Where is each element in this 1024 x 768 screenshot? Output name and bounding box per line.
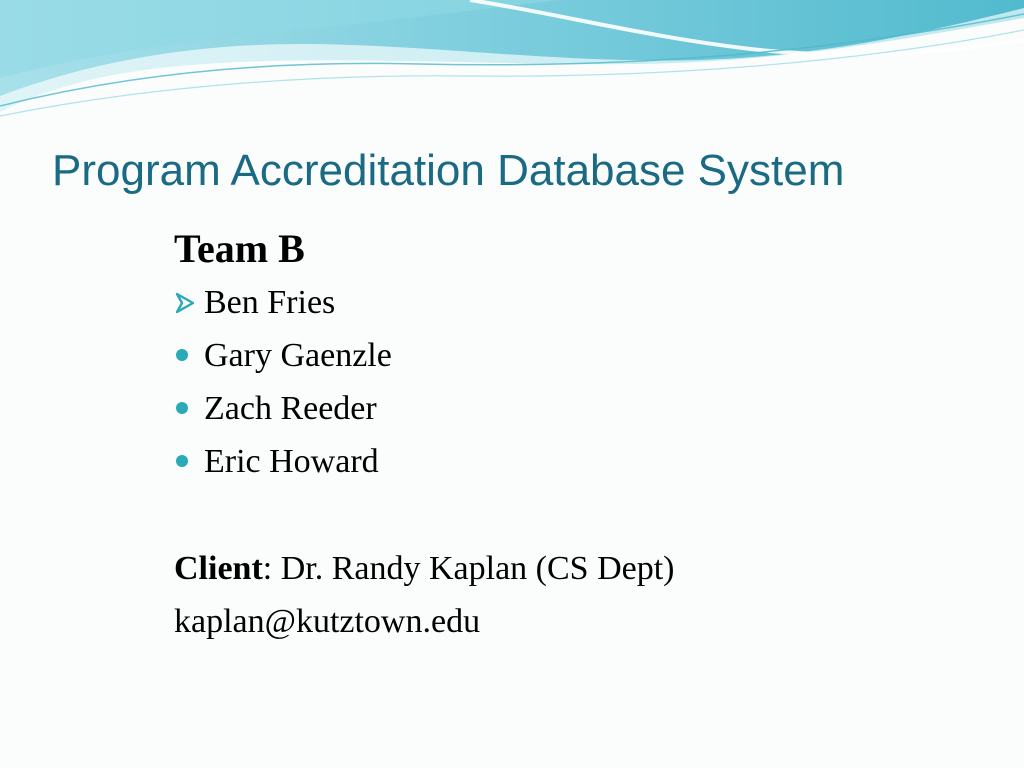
client-line (174, 542, 934, 595)
member-name: Gary Gaenzle (204, 337, 392, 374)
client-email: kaplan@kutztown.edu (174, 603, 481, 640)
list-item (174, 435, 934, 488)
list-item (174, 329, 934, 382)
dot-bullet-icon (174, 382, 198, 435)
client-separator: : (262, 550, 273, 587)
dot-bullet-icon (174, 435, 198, 488)
header-wave-decoration (0, 0, 1024, 130)
slide-title: Program Accreditation Database System (52, 146, 845, 195)
client-label: Client (174, 550, 263, 587)
member-name: Eric Howard (204, 443, 379, 480)
client-value: Dr. Randy Kaplan (CS Dept) (272, 550, 675, 587)
slide-body (174, 222, 934, 648)
list-item (174, 382, 934, 435)
member-name: Zach Reeder (204, 390, 377, 427)
team-member-list (174, 276, 934, 488)
team-heading: Team B (174, 226, 305, 271)
member-name: Ben Fries (204, 284, 336, 321)
dot-bullet-icon (174, 329, 198, 382)
arrow-bullet-icon (174, 276, 198, 329)
list-item (174, 276, 934, 329)
